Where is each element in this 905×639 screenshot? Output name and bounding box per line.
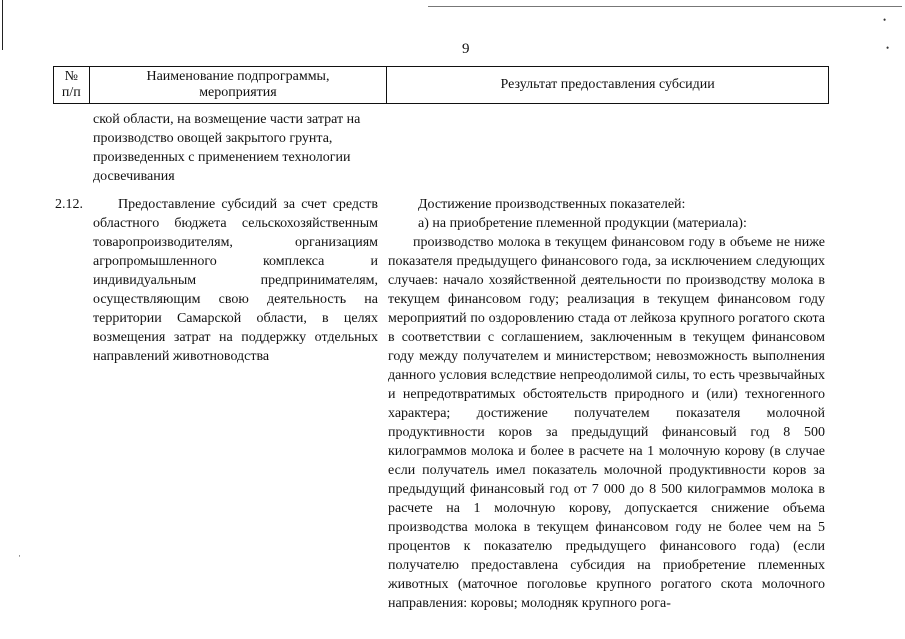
row-continued-name xyxy=(93,110,383,186)
header-name-column xyxy=(89,67,387,104)
scan-edge-line xyxy=(2,0,3,50)
header-number-column xyxy=(54,67,90,104)
result-heading: Достижение производственных показателей: xyxy=(418,197,686,212)
row-continued-name-text: ской области, на возмещение части затрат на производство овощей закрытого грунта, произведенных с применением технологии досвечивания xyxy=(93,112,361,184)
row-name xyxy=(93,195,378,366)
table-header xyxy=(53,66,829,104)
scan-top-line xyxy=(428,6,902,7)
result-item: а) на приобретение племенной продукции (материала): xyxy=(418,216,747,231)
header-number-label: № п/п xyxy=(61,69,81,100)
row-result xyxy=(388,195,825,613)
header-result-column xyxy=(387,67,829,104)
result-body: производство молока в текущем финансовом году в объеме не ниже показателя предыдущего финансового года, за исключением следующих случаев: начало хозяйственной деятельности по производству молока в текущем финансовом году; реализация в текущем финансовом году мероприятий по оздоровлению стада от лейкоза крупного рогатого скота в соответствии с соглашением, заключенным в текущем финансовом году между получателем и министерством; невозможность выполнения данного условия вследствие непреодолимой силы, то есть чрезвычайных и непредотвратимых обстоятельств природного и (или) техногенного характера; достижение получателем показателя молочной продуктивности коров за предыдущий финансовый год 8 500 килограммов молока и более в расчете на 1 молочную корову (в случае если получатель имел показатель молочной продуктивности коров за предыдущий финансовый год от 7 000 до 8 500 килограммов молока в расчете на 1 молочную корову, допускается снижение объема производства молока в текущем финансовом году не более чем на 5 процентов к показателю предыдущего финансового года) (если получателю предоставлена субсидия на приобретение племенных животных (маточное поголовье крупного рогатого скота молочного направления: коровы; молодняк крупного рога- xyxy=(388,235,825,611)
page-number: 9 xyxy=(462,41,470,57)
row-number: 2.12. xyxy=(55,197,83,212)
scan-speck: • xyxy=(886,43,890,53)
scan-speck: • xyxy=(883,15,887,25)
header-result-label: Результат предоставления субсидии xyxy=(500,77,715,92)
row-name-text: Предоставление субсидий за счет средств областного бюджета сельскохозяйственным товаропроизводителям, организациям агропромышленного комплекса и индивидуальным предпринимателям, осуществляющим свою деятельность на территории Самарской области, в целях возмещения затрат на поддержку отдельных направлений животноводства xyxy=(93,197,378,364)
header-name-label: Наименование подпрограммы, мероприятия xyxy=(146,69,330,100)
scan-speck: · xyxy=(18,551,21,561)
